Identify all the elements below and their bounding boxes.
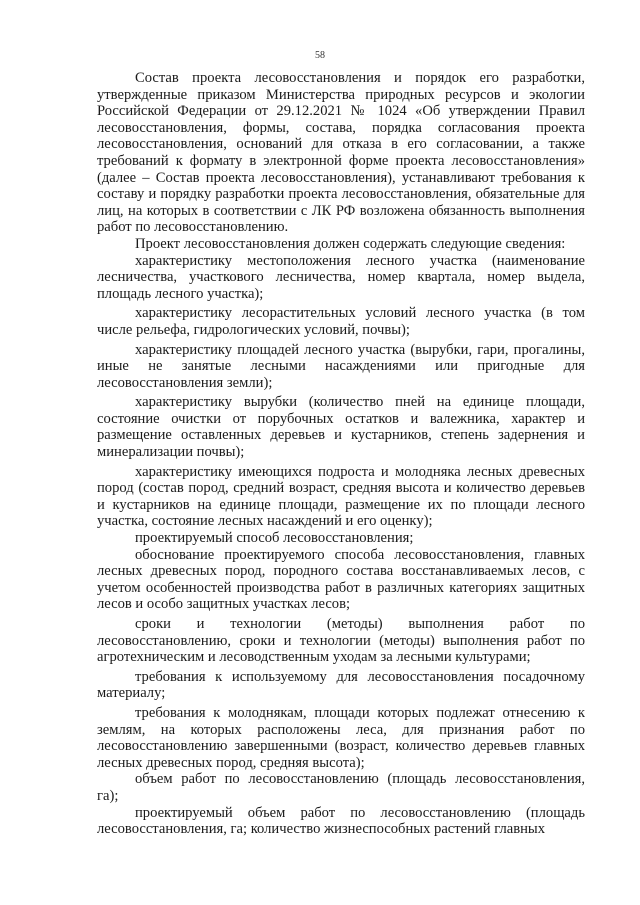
list-item-projected-volume: проектируемый объем работ по лесовосстановлению (площадь лесовосстановления, га; количество жизнеспособных растений главных	[97, 804, 585, 838]
list-item-planting-material: требования к используемому для лесовосстановления посадочному материалу;	[97, 668, 585, 702]
list-item-location: характеристику местоположения лесного участка (наименование лесничества, участкового лесничества, номер квартала, номер выдела, площадь лесного участка);	[97, 252, 585, 302]
list-item-area: характеристику площадей лесного участка (вырубки, гари, прогалины, иные не занятые лесными насаждениями или пригодные для лесовосстановления земли);	[97, 341, 585, 391]
body-text	[97, 70, 585, 838]
list-item-undergrowth: характеристику имеющихся подроста и молодняка лесных древесных пород (состав пород, средний возраст, средняя высота и количество деревьев и кустарников на единице площади, размещение их по площади лесного участка, состояние лесных насаждений и его оценку);	[97, 463, 585, 530]
list-item-justification: обоснование проектируемого способа лесовосстановления, главных лесных древесных пород, породного состава восстанавливаемых лесов, с учетом особенностей производства работ в различных категориях защитных лесов и особо защитных участках лесов;	[97, 546, 585, 613]
list-item-young-stands: требования к молоднякам, площади которых подлежат отнесению к землям, на которых расположены леса, для признания работ по лесовосстановлению завершенными (возраст, количество деревьев главных лесных древесных пород, средняя высота);	[97, 704, 585, 771]
list-item-terms-technologies: сроки и технологии (методы) выполнения работ по лесовосстановлению, сроки и технологии (методы) выполнения работ по агротехническим и лесоводственным уходам за лесными культурами;	[97, 616, 585, 666]
list-intro-paragraph: Проект лесовосстановления должен содержать следующие сведения:	[135, 235, 566, 252]
page-number: 58	[315, 50, 325, 61]
list-item-work-volume: объем работ по лесовосстановлению (площадь лесовосстановления, га);	[97, 771, 585, 804]
list-item-growing-conditions: характеристику лесорастительных условий лесного участка (в том числе рельефа, гидрологических условий, почвы);	[97, 305, 585, 338]
intro-paragraph: Состав проекта лесовосстановления и порядок его разработки, утвержденные приказом Министерства природных ресурсов и экологии Российской Федерации от 29.12.2021 № 1024 «Об утверждении Правил лесовосстановления, формы, состава, порядка согласования проекта лесовосстановления, оснований для отказа в его согласовании, а также требований к формату в электронной форме проекта лесовосстановления» (далее – Состав проекта лесовосстановления), устанавливают требования к составу и порядку разработки проекта лесовосстановления, обязательные для лиц, на которых в соответствии с ЛК РФ возложена обязанность выполнения работ по лесовосстановлению.	[97, 70, 585, 236]
list-item-clearcut: характеристику вырубки (количество пней на единице площади, состояние очистки от порубочных остатков и валежника, характер и размещение оставленных деревьев и кустарников, степень задернения и минерализации почвы);	[97, 394, 585, 461]
list-item-method: проектируемый способ лесовосстановления;	[135, 530, 414, 547]
